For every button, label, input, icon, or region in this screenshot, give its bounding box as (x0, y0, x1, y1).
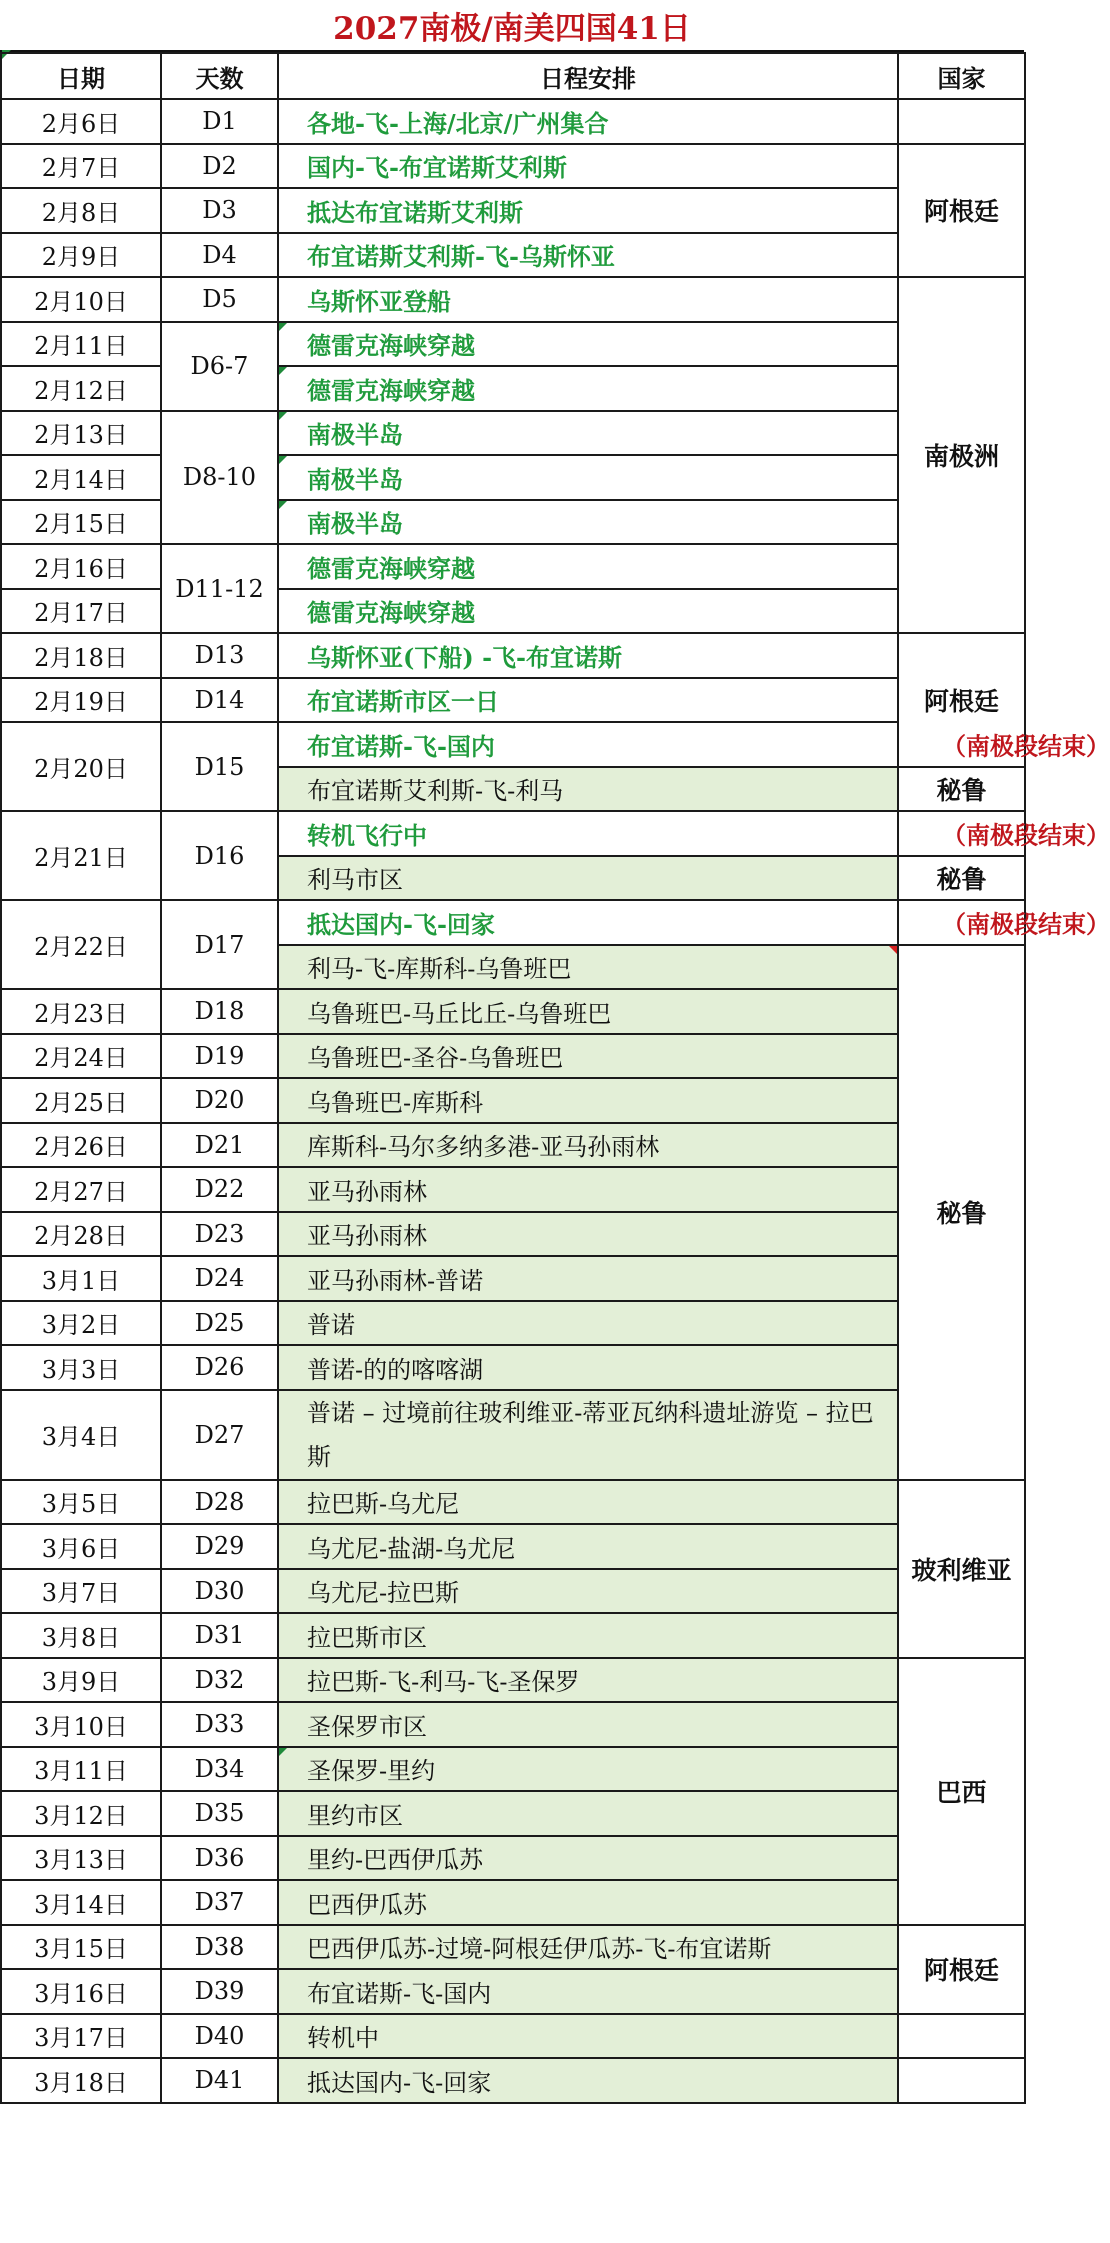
date-cell: 3月2日 (1, 1301, 161, 1346)
day-cell: D35 (161, 1791, 278, 1836)
date-cell: 2月8日 (1, 188, 161, 233)
cell-comment-marker (279, 323, 287, 331)
day-cell: D18 (161, 989, 278, 1034)
date-cell: 2月19日 (1, 678, 161, 723)
day-cell: D20 (161, 1078, 278, 1123)
schedule-cell: 亚马孙雨林 (278, 1212, 898, 1257)
schedule-cell: 里约-巴西伊瓜苏 (278, 1836, 898, 1881)
date-cell: 2月13日 (1, 411, 161, 456)
schedule-text: 抵达国内-飞-回家 (307, 909, 495, 939)
date-cell: 3月15日 (1, 1925, 161, 1970)
schedule-cell (278, 455, 898, 500)
day-cell: D39 (161, 1969, 278, 2014)
schedule-cell: 库斯科-马尔多纳多港-亚马孙雨林 (278, 1123, 898, 1168)
schedule-cell: 抵达国内-飞-回家 (278, 2058, 898, 2103)
schedule-text: 布宜诺斯-飞-国内 (307, 731, 495, 761)
cell-comment-marker (279, 367, 287, 375)
table-row (1, 233, 1025, 278)
schedule-cell: 圣保罗市区 (278, 1702, 898, 1747)
schedule-cell: 里约市区 (278, 1791, 898, 1836)
schedule-cell: 德雷克海峡穿越 (278, 589, 898, 634)
country-cell (898, 99, 1025, 144)
table-row (1, 1747, 1025, 1792)
schedule-text: 转机飞行中 (307, 820, 427, 850)
schedule-cell: 各地-飞-上海/北京/广州集合 (278, 99, 898, 144)
date-cell: 3月17日 (1, 2014, 161, 2059)
date-cell: 2月20日 (1, 722, 161, 811)
date-cell: 2月11日 (1, 322, 161, 367)
date-cell: 3月11日 (1, 1747, 161, 1792)
country-cell-argentina: 阿根廷 (898, 144, 1025, 278)
date-cell: 2月22日 (1, 900, 161, 989)
day-cell: D6-7 (161, 322, 278, 411)
schedule-cell: 普诺 – 过境前往玻利维亚-蒂亚瓦纳科遗址游览 – 拉巴斯 (278, 1390, 898, 1480)
date-cell: 2月6日 (1, 99, 161, 144)
day-cell: D8-10 (161, 411, 278, 545)
itinerary-table (0, 52, 1110, 2104)
table-row (1, 1078, 1025, 1123)
schedule-cell: 亚马孙雨林 (278, 1167, 898, 1212)
day-cell: D41 (161, 2058, 278, 2103)
table-row (1, 1524, 1025, 1569)
schedule-cell: 拉巴斯-飞-利马-飞-圣保罗 (278, 1658, 898, 1703)
header-day: 天数 (161, 53, 278, 99)
date-cell: 2月9日 (1, 233, 161, 278)
day-cell: D30 (161, 1569, 278, 1614)
date-cell: 3月7日 (1, 1569, 161, 1614)
day-cell: D19 (161, 1034, 278, 1079)
schedule-cell: 国内-飞-布宜诺斯艾利斯 (278, 144, 898, 189)
date-cell: 3月3日 (1, 1345, 161, 1390)
schedule-cell: 乌尤尼-拉巴斯 (278, 1569, 898, 1614)
day-cell: D33 (161, 1702, 278, 1747)
table-row (1, 1301, 1025, 1346)
schedule-cell (278, 945, 898, 990)
table-row (1, 1123, 1025, 1168)
schedule-cell: 转机中 (278, 2014, 898, 2059)
schedule-cell: 利马市区 (278, 856, 898, 901)
day-cell: D4 (161, 233, 278, 278)
schedule-text: 南极半岛 (307, 509, 403, 539)
schedule-cell: 拉巴斯市区 (278, 1613, 898, 1658)
table-row (1, 411, 1025, 456)
date-cell: 2月16日 (1, 544, 161, 589)
date-cell: 2月10日 (1, 277, 161, 322)
schedule-cell: 布宜诺斯艾利斯-飞-乌斯怀亚 (278, 233, 898, 278)
schedule-cell: 布宜诺斯-飞-国内 (278, 1969, 898, 2014)
schedule-cell: 抵达布宜诺斯艾利斯 (278, 188, 898, 233)
title-text: 2027南极/南美四国41日 (333, 10, 691, 47)
day-cell: D11-12 (161, 544, 278, 633)
table-row (1, 1791, 1025, 1836)
table-row (1, 2014, 1025, 2059)
cell-comment-marker (889, 946, 897, 954)
country-cell-peru: 秘鲁 (898, 856, 1025, 901)
day-cell: D24 (161, 1256, 278, 1301)
header-country: 国家 (898, 53, 1025, 99)
header-schedule: 日程安排 (278, 53, 898, 99)
table-row (1, 366, 1025, 411)
schedule-cell: 德雷克海峡穿越 (278, 544, 898, 589)
day-cell: D23 (161, 1212, 278, 1257)
schedule-text: 圣保罗-里约 (307, 1757, 436, 1786)
day-cell: D29 (161, 1524, 278, 1569)
table-row (1, 811, 1025, 856)
table-row (1, 1167, 1025, 1212)
table-row (1, 1969, 1025, 2014)
schedule-cell: 乌尤尼-盐湖-乌尤尼 (278, 1524, 898, 1569)
date-cell: 2月25日 (1, 1078, 161, 1123)
date-cell: 2月21日 (1, 811, 161, 900)
table-row (1, 1836, 1025, 1881)
schedule-cell: 乌鲁班巴-圣谷-乌鲁班巴 (278, 1034, 898, 1079)
table-row (1, 900, 1025, 945)
cell-comment-marker (279, 1748, 287, 1756)
table-row (1, 322, 1025, 367)
table-row (1, 589, 1025, 634)
cell-comment-marker (279, 412, 287, 420)
date-cell: 3月8日 (1, 1613, 161, 1658)
cell-comment-marker (279, 501, 287, 509)
schedule-text: 南极半岛 (307, 464, 403, 494)
antarctic-end-note: （南极段结束） (942, 909, 1110, 939)
date-cell: 3月4日 (1, 1390, 161, 1480)
day-cell: D25 (161, 1301, 278, 1346)
date-cell: 2月27日 (1, 1167, 161, 1212)
schedule-cell: 巴西伊瓜苏 (278, 1880, 898, 1925)
table-row (1, 1569, 1025, 1614)
date-cell: 2月26日 (1, 1123, 161, 1168)
schedule-cell (278, 500, 898, 545)
day-cell: D40 (161, 2014, 278, 2059)
day-cell: D28 (161, 1480, 278, 1525)
day-cell: D2 (161, 144, 278, 189)
day-cell: D36 (161, 1836, 278, 1881)
day-cell: D26 (161, 1345, 278, 1390)
schedule-text: 南极半岛 (307, 420, 403, 450)
schedule-cell (278, 322, 898, 367)
schedule-cell: 布宜诺斯市区一日 (278, 678, 898, 723)
table-row (1, 1390, 1025, 1480)
table-row (1, 1256, 1025, 1301)
country-cell-peru: 秘鲁 (898, 767, 1025, 812)
table-row (1, 1212, 1025, 1257)
date-cell: 3月6日 (1, 1524, 161, 1569)
antarctic-end-note: （南极段结束） (942, 820, 1110, 850)
date-cell: 2月15日 (1, 500, 161, 545)
date-cell: 3月18日 (1, 2058, 161, 2103)
table-row (1, 500, 1025, 545)
day-cell: D27 (161, 1390, 278, 1480)
schedule-text: 德雷克海峡穿越 (307, 331, 475, 361)
country-cell-peru: 秘鲁 (898, 945, 1025, 1480)
table-row (1, 1658, 1025, 1703)
date-cell: 3月10日 (1, 1702, 161, 1747)
schedule-cell (278, 722, 1110, 767)
date-cell: 3月5日 (1, 1480, 161, 1525)
day-cell: D38 (161, 1925, 278, 1970)
day-cell: D5 (161, 277, 278, 322)
date-cell: 2月14日 (1, 455, 161, 500)
schedule-cell: 乌鲁班巴-库斯科 (278, 1078, 898, 1123)
day-cell: D15 (161, 722, 278, 811)
day-cell: D14 (161, 678, 278, 723)
date-cell: 2月24日 (1, 1034, 161, 1079)
table-row (1, 722, 1025, 767)
table-row (1, 989, 1025, 1034)
date-cell: 3月14日 (1, 1880, 161, 1925)
day-cell: D16 (161, 811, 278, 900)
schedule-cell: 乌鲁班巴-马丘比丘-乌鲁班巴 (278, 989, 898, 1034)
day-cell: D22 (161, 1167, 278, 1212)
schedule-cell: 乌斯怀亚(下船) -飞-布宜诺斯 (278, 633, 898, 678)
cell-comment-marker (279, 456, 287, 464)
day-cell: D3 (161, 188, 278, 233)
date-cell: 3月16日 (1, 1969, 161, 2014)
date-cell: 2月28日 (1, 1212, 161, 1257)
date-cell: 2月12日 (1, 366, 161, 411)
schedule-cell: 乌斯怀亚登船 (278, 277, 898, 322)
date-cell: 2月18日 (1, 633, 161, 678)
schedule-cell: 巴西伊瓜苏-过境-阿根廷伊瓜苏-飞-布宜诺斯 (278, 1925, 898, 1970)
date-cell: 3月1日 (1, 1256, 161, 1301)
table-row (1, 1345, 1025, 1390)
country-cell-bolivia: 玻利维亚 (898, 1480, 1025, 1658)
schedule-cell: 布宜诺斯艾利斯-飞-利马 (278, 767, 898, 812)
day-cell: D31 (161, 1613, 278, 1658)
country-cell-argentina: 阿根廷 (898, 633, 1025, 767)
schedule-text: 德雷克海峡穿越 (307, 375, 475, 405)
country-cell-argentina: 阿根廷 (898, 1925, 1025, 2014)
schedule-cell (278, 1747, 898, 1792)
date-cell: 3月12日 (1, 1791, 161, 1836)
table-row (1, 455, 1025, 500)
day-cell: D1 (161, 99, 278, 144)
antarctic-end-note: （南极段结束） (942, 731, 1110, 761)
schedule-text: 利马-飞-库斯科-乌鲁班巴 (307, 955, 572, 984)
day-cell: D17 (161, 900, 278, 989)
schedule-cell: 亚马孙雨林-普诺 (278, 1256, 898, 1301)
table-row (1, 1880, 1025, 1925)
table-row (1, 678, 1025, 723)
table-row (1, 188, 1025, 233)
country-cell (898, 2058, 1025, 2103)
schedule-cell (278, 811, 1110, 856)
day-cell: D32 (161, 1658, 278, 1703)
date-cell: 3月9日 (1, 1658, 161, 1703)
day-cell: D37 (161, 1880, 278, 1925)
day-cell: D34 (161, 1747, 278, 1792)
table-row (1, 1480, 1025, 1525)
table-row (1, 2058, 1025, 2103)
header-date: 日期 (1, 53, 161, 99)
schedule-cell (278, 411, 898, 456)
table-row (1, 1925, 1025, 1970)
schedule-cell: 拉巴斯-乌尤尼 (278, 1480, 898, 1525)
schedule-cell (278, 366, 898, 411)
day-cell: D21 (161, 1123, 278, 1168)
schedule-cell: 普诺-的的喀喀湖 (278, 1345, 898, 1390)
country-cell-antarctica: 南极洲 (898, 277, 1025, 633)
table-row (1, 1034, 1025, 1079)
table-row (1, 633, 1025, 678)
sheet-title (0, 0, 1024, 52)
schedule-cell: 普诺 (278, 1301, 898, 1346)
table-row (1, 1702, 1025, 1747)
date-cell: 2月23日 (1, 989, 161, 1034)
country-cell-brazil: 巴西 (898, 1658, 1025, 1925)
table-row (1, 144, 1025, 189)
country-cell (898, 2014, 1025, 2059)
date-cell: 3月13日 (1, 1836, 161, 1881)
table-row (1, 277, 1025, 322)
date-cell: 2月17日 (1, 589, 161, 634)
day-cell: D13 (161, 633, 278, 678)
table-row (1, 99, 1025, 144)
header-row (1, 53, 1025, 99)
table-row (1, 1613, 1025, 1658)
schedule-cell (278, 900, 1110, 945)
table-row (1, 544, 1025, 589)
date-cell: 2月7日 (1, 144, 161, 189)
